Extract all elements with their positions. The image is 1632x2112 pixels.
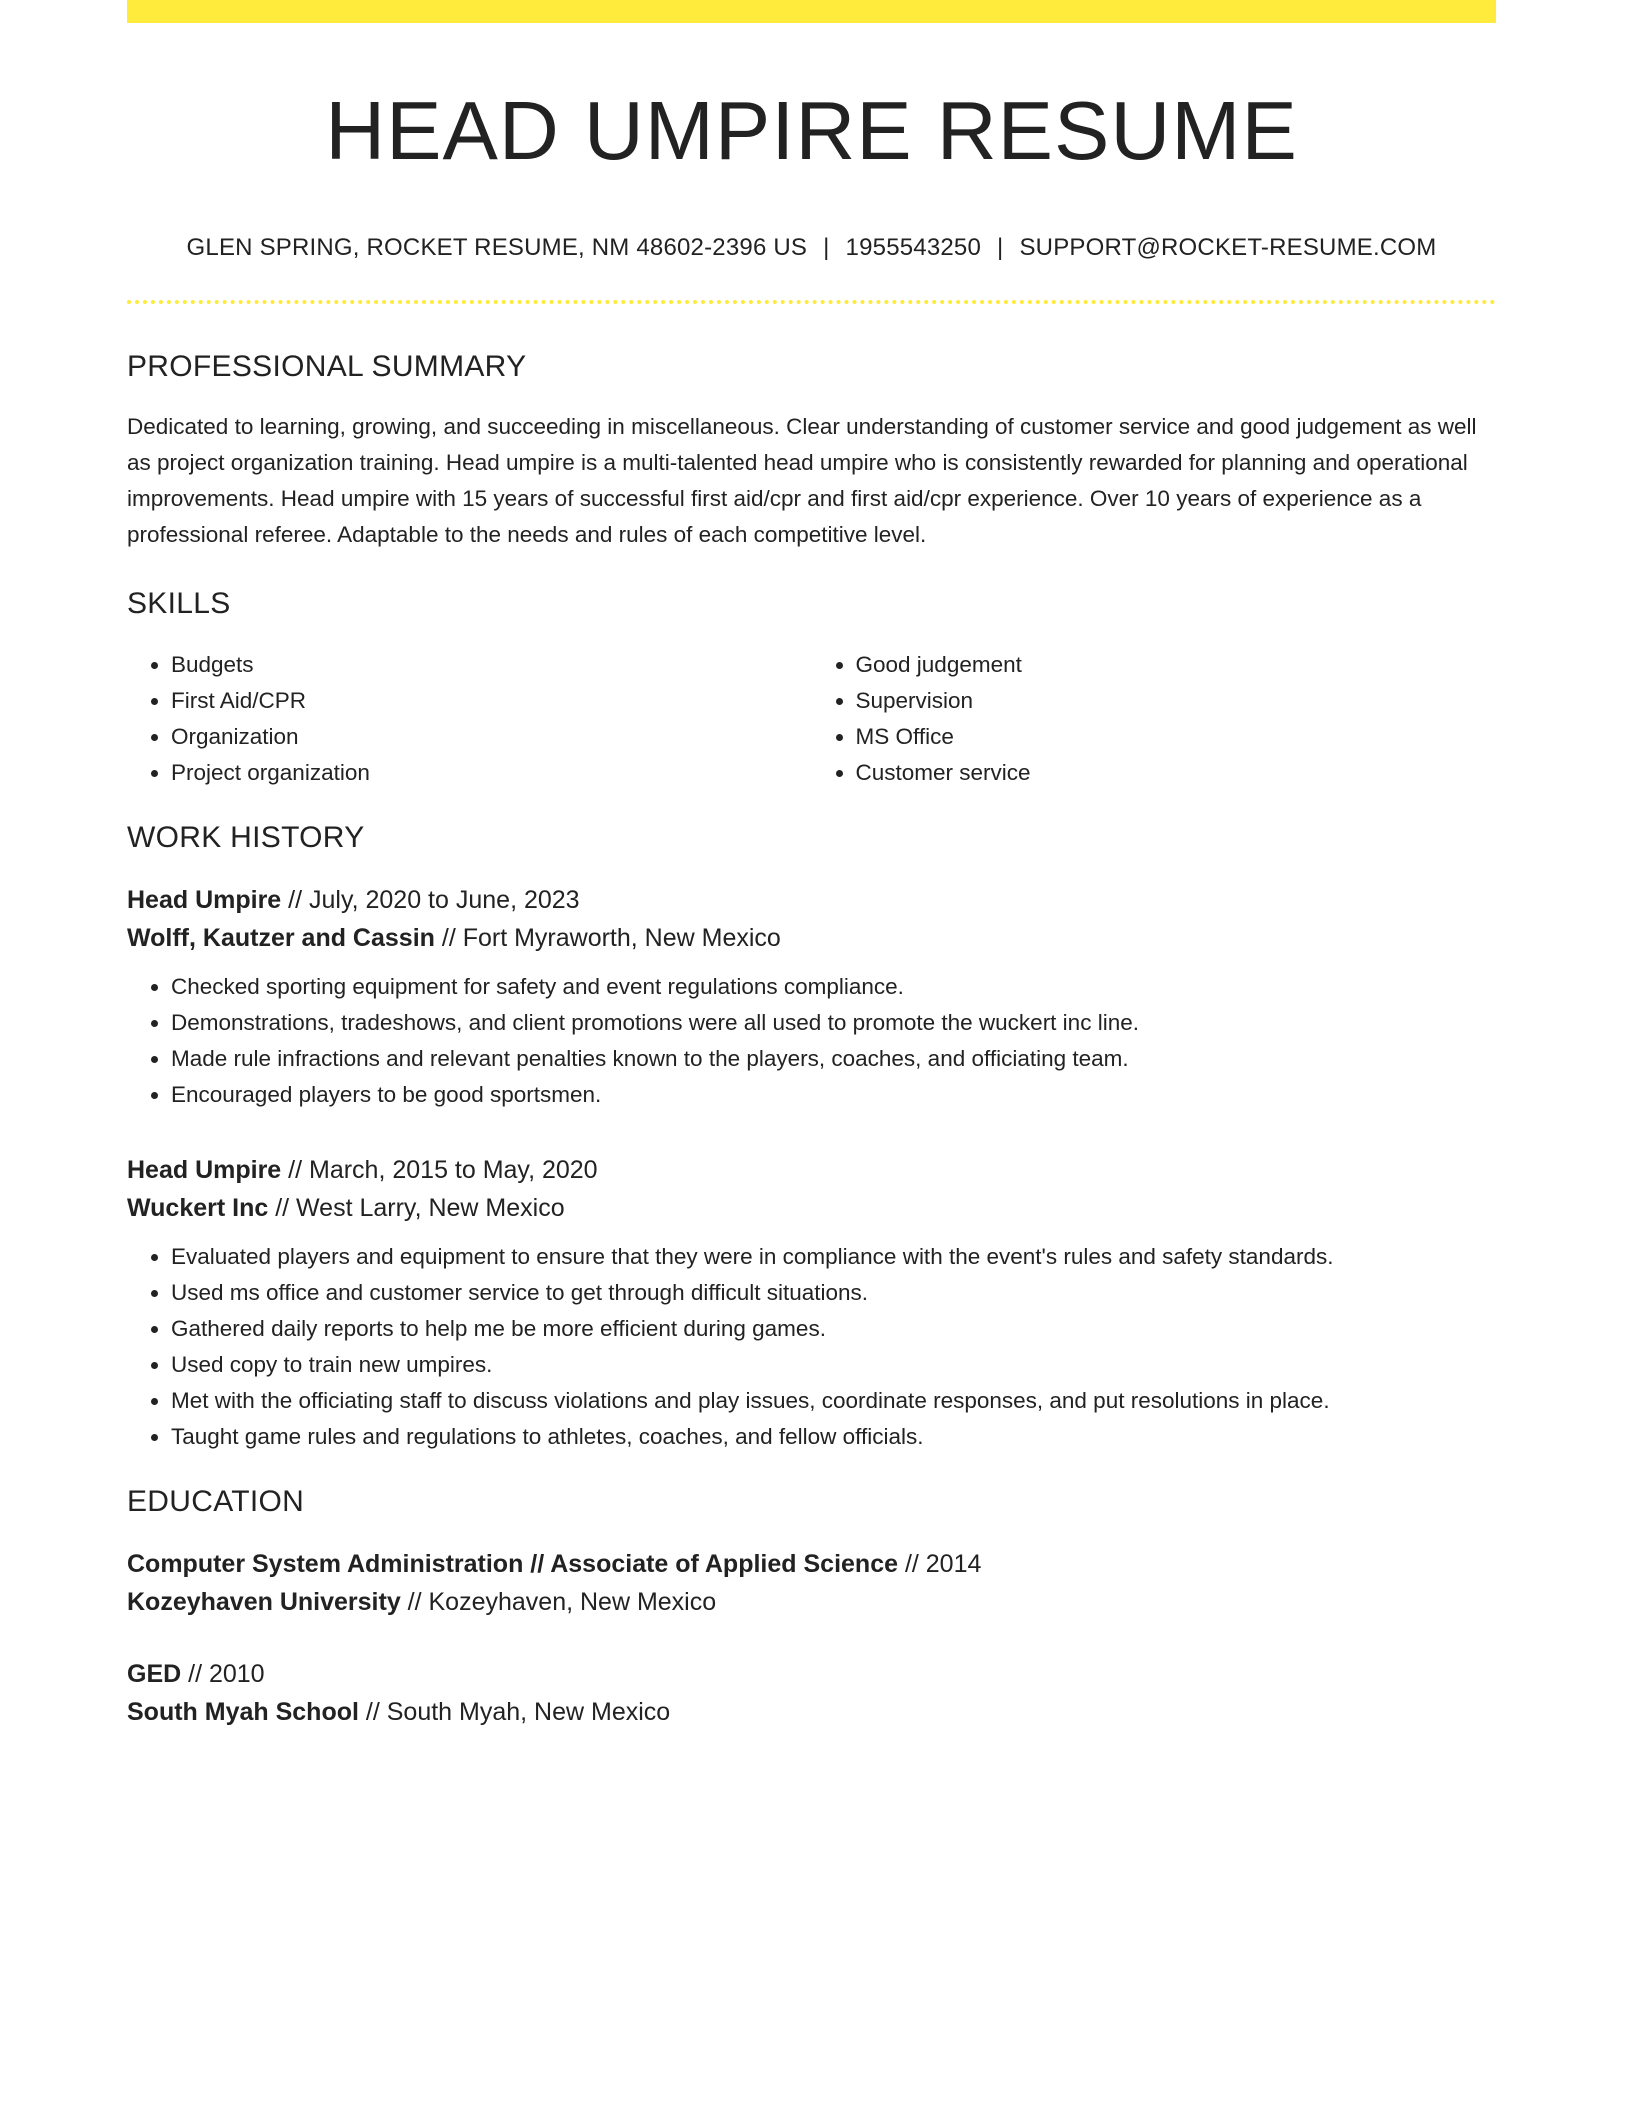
education-heading: EDUCATION (127, 1485, 305, 1519)
accent-bar (127, 0, 1496, 23)
contact-line (127, 234, 1496, 262)
skills-column-left (127, 647, 812, 791)
skill-item: • Good judgement (856, 647, 1497, 683)
job-duty: • Checked sporting equipment for safety and event regulations compliance. (171, 969, 1496, 1005)
job-title-line (127, 881, 1496, 919)
job-location: // Fort Myraworth, New Mexico (434, 924, 781, 953)
education-school: South Myah School (127, 1698, 359, 1727)
job-company: Wuckert Inc (127, 1194, 269, 1223)
resume-page (127, 0, 1496, 1731)
job-company-line (127, 1189, 1496, 1227)
summary-text: Dedicated to learning, growing, and succeeding in miscellaneous. Clear understanding of customer service and good judgement as well as project organization training. Head umpire is a multi-talented head umpire who is consistently rewarded for planning and operational improvements. Head umpire with 15 years of successful first aid/cpr and first aid/cpr experience. Over 10 years of experience as a professional referee. Adaptable to the needs and rules of each competitive level. (127, 414, 1477, 548)
job-location: // West Larry, New Mexico (268, 1194, 565, 1223)
job-duty: • Demonstrations, tradeshows, and client promotions were all used to promote the wuckert inc line. (171, 1005, 1496, 1041)
job-title-line (127, 1151, 1496, 1189)
skill-item: • MS Office (856, 719, 1497, 755)
skill-item: • Supervision (856, 683, 1497, 719)
job-duty: • Evaluated players and equipment to ensure that they were in compliance with the event's rules and safety standards. (171, 1239, 1496, 1275)
job-dates: // July, 2020 to June, 2023 (281, 886, 580, 915)
skills-list (127, 647, 1496, 791)
job-duty: • Used ms office and customer service to get through difficult situations. (171, 1275, 1496, 1311)
resume-title: HEAD UMPIRE RESUME (325, 84, 1298, 177)
skills-column-right (812, 647, 1497, 791)
contact-address: GLEN SPRING, ROCKET RESUME, NM 48602-2396 US (186, 234, 808, 262)
education-location: // South Myah, New Mexico (358, 1698, 671, 1727)
education-entry (127, 1545, 1496, 1621)
job-company: Wolff, Kautzer and Cassin (127, 924, 435, 953)
job-entry (127, 881, 1496, 1113)
contact-separator: | (823, 234, 830, 262)
job-duties (127, 969, 1496, 1113)
work-history-heading: WORK HISTORY (127, 821, 365, 855)
summary-heading: PROFESSIONAL SUMMARY (127, 350, 527, 384)
education-entry (127, 1655, 1496, 1731)
skill-item: • Project organization (171, 755, 812, 791)
job-title: Head Umpire (127, 886, 282, 915)
job-entry (127, 1151, 1496, 1455)
job-duty: • Taught game rules and regulations to athletes, coaches, and fellow officials. (171, 1419, 1496, 1455)
education-degree-line (127, 1545, 1496, 1583)
education-degree: Computer System Administration // Associate of Applied Science (127, 1550, 898, 1579)
education-school-line (127, 1583, 1496, 1621)
education-degree-line (127, 1655, 1496, 1693)
job-duty: • Gathered daily reports to help me be more efficient during games. (171, 1311, 1496, 1347)
job-duty: • Made rule infractions and relevant penalties known to the players, coaches, and officiating team. (171, 1041, 1496, 1077)
contact-email: SUPPORT@ROCKET-RESUME.COM (1019, 234, 1437, 262)
contact-separator: | (997, 234, 1004, 262)
education-year: // 2010 (181, 1660, 265, 1689)
job-duty: • Used copy to train new umpires. (171, 1347, 1496, 1383)
job-title: Head Umpire (127, 1156, 282, 1185)
job-duty: • Encouraged players to be good sportsmen. (171, 1077, 1496, 1113)
education-degree: GED (127, 1660, 182, 1689)
education-year: // 2014 (898, 1550, 982, 1579)
skill-item: • First Aid/CPR (171, 683, 812, 719)
education-school: Kozeyhaven University (127, 1588, 401, 1617)
skills-heading: SKILLS (127, 587, 231, 621)
skill-item: • Customer service (856, 755, 1497, 791)
contact-phone: 1955543250 (845, 234, 982, 262)
education-school-line (127, 1693, 1496, 1731)
job-company-line (127, 919, 1496, 957)
dotted-divider (127, 300, 1496, 304)
job-dates: // March, 2015 to May, 2020 (281, 1156, 598, 1185)
job-duties (127, 1239, 1496, 1455)
skill-item: • Budgets (171, 647, 812, 683)
skill-item: • Organization (171, 719, 812, 755)
job-duty: • Met with the officiating staff to discuss violations and play issues, coordinate responses, and put resolutions in place. (171, 1383, 1496, 1419)
education-location: // Kozeyhaven, New Mexico (400, 1588, 717, 1617)
